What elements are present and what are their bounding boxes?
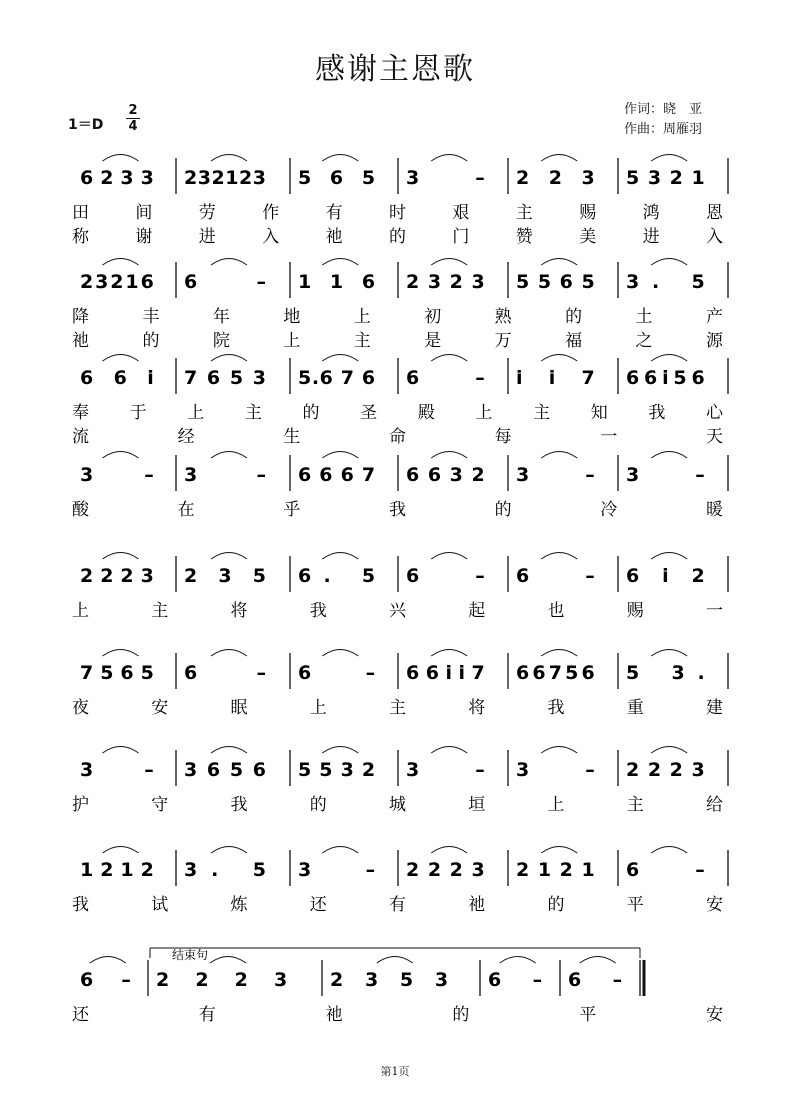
lyric-char: 上 [283,331,301,351]
lyric-char: 我 [230,795,248,815]
slur [103,847,139,854]
lyric-char: 主 [515,203,533,223]
lyric-char: 祂 [468,895,486,915]
lyric-char: 的 [547,895,565,915]
lyric-char: 平 [626,895,644,915]
slur [541,259,577,266]
lyric-char: 流 [72,427,89,447]
lyric-char: 恩 [706,203,723,223]
measure-notes: 5 6 5 [298,167,376,189]
lyric-char: 降 [72,307,89,327]
song-title: 感谢主恩歌 [315,52,475,87]
measure-notes: 6 – [406,367,485,389]
composer-credit: 作曲：周雁羽 [624,122,703,137]
measure-notes: 6 – [406,565,485,587]
lyric-char: 熟 [494,307,512,327]
slur [651,259,687,266]
slur [90,957,126,964]
lyric-char: 将 [230,601,248,621]
lyric-char: 还 [309,895,327,915]
lyric-char: 的 [389,227,406,247]
lyric-char: 祂 [72,331,89,351]
lyric-char: 夜 [72,698,89,718]
lyric-char: 经 [177,427,195,447]
ending-label: 结束句 [172,948,209,962]
lyric-char: 守 [151,795,169,815]
measure-notes: 7 5 6 5 [80,662,154,684]
slur [431,259,467,266]
lyric-char: 美 [579,227,597,247]
slur [322,553,358,560]
slur [580,957,616,964]
measure-notes: 6 – [80,969,131,991]
measure-notes: 3 – [184,464,266,486]
lyric-char: 田 [72,203,89,223]
time-signature-bottom: 4 [128,119,138,134]
measure-notes: 5 3 2 1 [626,167,705,189]
lyric-char: 乎 [283,500,301,520]
lyric-char: 城 [389,795,406,815]
lyric-char: 垣 [468,795,486,815]
lyric-char: 也 [547,601,565,621]
measure-notes: 6 – [568,969,623,991]
measure-notes: 6 2 3 3 [80,167,154,189]
lyric-char: 暖 [706,500,723,520]
slur [103,747,139,754]
lyric-char: 有 [198,1005,216,1025]
slur [103,452,139,459]
lyric-char: 祂 [325,1005,343,1025]
slur [651,355,687,362]
lyric-char: 入 [262,227,280,247]
lyric-char: 作 [262,203,280,223]
lyric-char: 是 [424,331,442,351]
lyric-char: 产 [706,307,723,327]
lyric-char: 我 [389,500,406,520]
lyric-char: 上 [72,601,89,621]
measure-notes: 2 2 2 3 [80,565,154,587]
measure-notes: 2 2 3 [516,167,595,189]
slur [541,155,577,162]
lyric-char: 安 [706,895,723,915]
slur [651,747,687,754]
slur [103,650,139,657]
lyric-char: 赐 [579,203,597,223]
slur [651,452,687,459]
slur [431,553,467,560]
lyric-char: 心 [706,403,723,423]
lyric-char: 有 [325,203,343,223]
slur [211,650,247,657]
lyric-char: 生 [283,427,301,447]
lyric-char: 给 [706,795,723,815]
slur [211,155,247,162]
slur [541,355,577,362]
slur [322,452,358,459]
lyric-char: 将 [468,698,486,718]
slur [651,553,687,560]
lyric-char: 上 [309,698,327,718]
measure-notes: 3 – [298,859,376,881]
lyric-char: 门 [452,227,470,247]
measure-notes: 6 – [184,662,266,684]
measure-notes: i i 7 [516,367,595,389]
lyric-char: 丰 [142,307,160,327]
slur [431,847,467,854]
lyric-char: 每 [494,427,512,447]
slur [541,452,577,459]
measure-notes: 6 6 3 2 [406,464,485,486]
slur [211,259,247,266]
lyric-char: 称 [72,227,89,247]
slur [211,747,247,754]
measure-notes: 6 6 6 7 [298,464,376,486]
lyric-char: 命 [389,427,406,447]
slur [431,650,467,657]
lyric-char: 我 [72,895,89,915]
lyric-char: 起 [468,601,486,621]
measure-notes: 6 – [626,859,705,881]
lyric-char: 鸿 [642,203,660,223]
lyric-char: 一 [600,427,618,447]
measure-notes: 5 5 6 5 [516,271,595,293]
measure-notes: 2 2 2 3 [406,859,485,881]
lyric-char: 的 [494,500,512,520]
slur [322,259,358,266]
slur [431,452,467,459]
lyric-char: 进 [198,227,216,247]
slur [103,553,139,560]
measure-notes: 6 – [298,662,376,684]
lyric-char: 安 [706,1005,723,1025]
lyric-char: 上 [187,403,205,423]
slur [651,650,687,657]
lyric-char: 试 [151,895,169,915]
lyric-char: 在 [177,500,195,520]
lyric-char: 圣 [360,403,378,423]
measure-notes: 6 – [516,565,595,587]
lyric-char: 的 [142,331,160,351]
lyric-char: 炼 [230,895,248,915]
lyric-char: 的 [565,307,583,327]
slur [103,155,139,162]
slur [211,355,247,362]
slur [431,155,467,162]
measure-notes: 6 6 7 5 6 [516,662,595,684]
lyricist-credit: 作词：晓 亚 [624,102,703,117]
measure-notes: 3 – [516,759,595,781]
measure-notes: 3 – [80,464,154,486]
lyric-char: 奉 [72,403,89,423]
lyric-char: 我 [648,403,666,423]
measure-notes: 3 – [626,464,705,486]
slur [103,355,139,362]
slur [211,553,247,560]
lyric-char: 我 [547,698,565,718]
slur [322,650,358,657]
key-signature: 1＝D [68,117,104,133]
slur [377,957,413,964]
lyric-char: 主 [151,601,169,621]
lyric-char: 劳 [198,203,216,223]
measure-notes: 6 6 i 5 6 [626,367,705,389]
lyric-char: 赐 [626,601,644,621]
lyric-char: 还 [72,1005,89,1025]
measure-notes: 3 – [406,167,485,189]
measure-notes: 6 – [184,271,266,293]
slur [541,747,577,754]
lyric-char: 建 [706,698,723,718]
lyric-char: 眠 [230,698,248,718]
lyric-char: 我 [309,601,327,621]
measure-notes: 3 – [516,464,595,486]
lyric-char: 艰 [452,203,470,223]
measure-notes: 3. 5 [626,271,705,293]
measure-notes: 6 – [488,969,543,991]
slur [103,259,139,266]
slur [541,553,577,560]
measure-notes: 3. 5 [184,859,266,881]
slur [500,957,536,964]
lyric-char: 一 [706,601,723,621]
slur [211,452,247,459]
lyric-char: 护 [72,795,89,815]
lyric-char: 地 [283,307,301,327]
measure-notes: 3 – [80,759,154,781]
lyric-char: 有 [389,895,406,915]
lyric-char: 的 [309,795,327,815]
slur [651,155,687,162]
lyric-char: 间 [135,203,153,223]
lyric-char: 年 [212,307,230,327]
lyric-char: 上 [353,307,371,327]
measure-notes: 5 3. [626,662,705,684]
slur [322,747,358,754]
lyric-char: 谢 [135,227,153,247]
measure-notes: 5 5 3 2 [298,759,376,781]
lyric-char: 于 [129,403,147,423]
lyric-char: 安 [151,698,169,718]
lyric-char: 的 [452,1005,470,1025]
lyric-char: 主 [626,795,644,815]
measure-notes: 2 3 5 3 [330,969,449,991]
lyric-char: 万 [494,331,512,351]
lyric-char: 的 [302,403,320,423]
lyric-char: 主 [389,698,406,718]
measure-notes: 6 6 i [80,367,154,389]
slur [431,747,467,754]
measure-notes: 2 2 2 3 [156,969,288,991]
slur [211,847,247,854]
lyric-char: 入 [706,227,723,247]
lyric-char: 主 [244,403,262,423]
lyric-char: 冷 [600,500,618,520]
slur [541,650,577,657]
measure-notes: 3 – [406,759,485,781]
measure-notes: 3 6 5 6 [184,759,266,781]
lyric-char: 时 [389,203,406,223]
measure-notes: 2 3 5 [184,565,266,587]
slur [431,355,467,362]
lyric-char: 祂 [325,227,343,247]
measure-notes: 2 3 2 1 2 3 [184,167,266,189]
page-number: 第1页 [380,1065,410,1078]
lyric-char: 土 [635,307,653,327]
measure-notes: 1 1 6 [298,271,376,293]
lyric-char: 上 [547,795,565,815]
lyric-char: 天 [706,427,723,447]
measure-notes: 2 2 2 3 [626,759,705,781]
time-signature-top: 2 [128,103,138,118]
lyric-char: 主 [353,331,371,351]
lyric-char: 酸 [72,500,89,520]
lyric-char: 源 [706,331,723,351]
measure-notes: 1 2 1 2 [80,859,154,881]
slur [541,847,577,854]
slur [322,355,358,362]
measure-notes: 2 3 2 1 6 [80,271,154,293]
lyric-char: 进 [642,227,660,247]
lyric-char: 平 [579,1005,597,1025]
measure-notes: 2 3 2 3 [406,271,485,293]
lyric-char: 福 [565,331,583,351]
measure-notes: 5.6 7 6 [298,367,376,389]
measure-notes: 2 1 2 1 [516,859,595,881]
slur [210,957,246,964]
measure-notes: 6 i 2 [626,565,705,587]
lyric-char: 院 [212,331,230,351]
lyric-char: 主 [533,403,551,423]
measure-notes: 6. 5 [298,565,376,587]
measure-notes: 6 6 i i 7 [406,662,485,684]
measure-notes: 7 6 5 3 [184,367,266,389]
slur [322,155,358,162]
lyric-char: 之 [635,331,653,351]
lyric-char: 重 [626,698,644,718]
lyric-char: 知 [590,403,608,423]
lyric-char: 殿 [417,403,435,423]
slur [651,847,687,854]
lyric-char: 上 [475,403,493,423]
slur [322,847,358,854]
lyric-char: 初 [424,307,442,327]
lyric-char: 赞 [515,227,533,247]
lyric-char: 兴 [389,601,406,621]
